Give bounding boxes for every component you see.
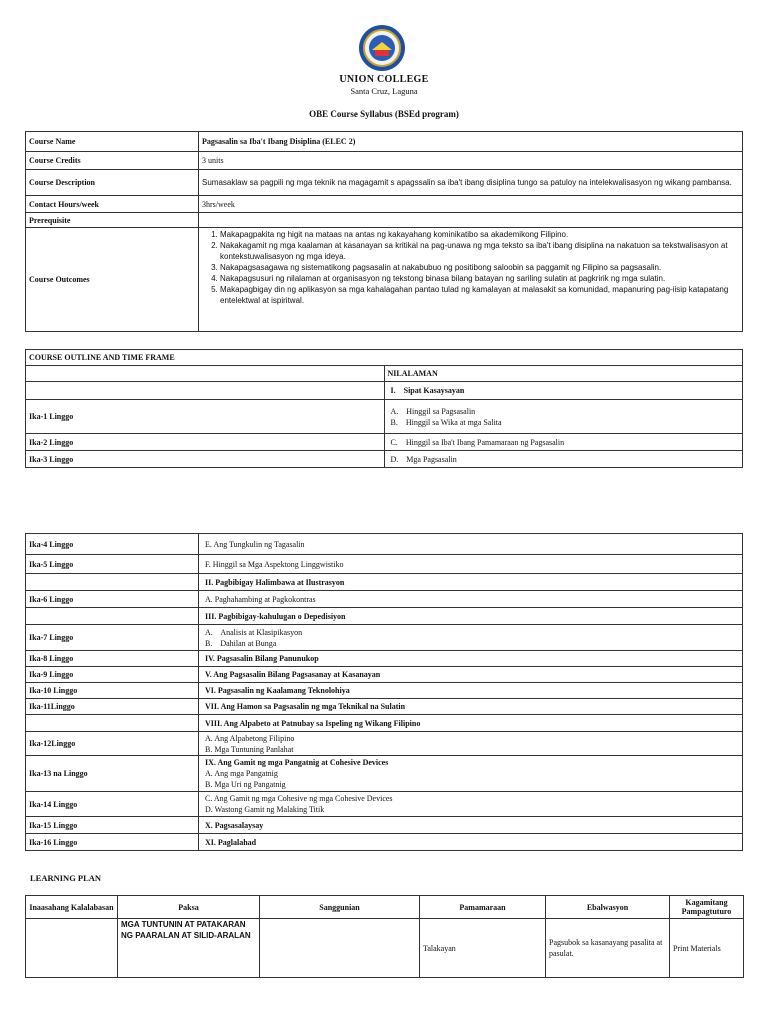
outline-week: Ika-1 Linggo — [26, 400, 385, 434]
outline-row — [26, 699, 743, 715]
outline-content — [199, 591, 743, 608]
outline-row — [26, 817, 743, 834]
outline-content — [199, 732, 743, 756]
learning-plan-header-row — [26, 896, 744, 919]
lp-cell-pamamaraan: Talakayan — [420, 919, 546, 978]
learning-plan-row — [26, 919, 744, 978]
outline-topic: A. Hinggil sa Pagsasalin — [390, 406, 476, 416]
course-outcome-item: 4. Nakapagsusuri ng nilalaman at organisasyon ng tekstong binasa bilang batayan ng sariling sulatin at pagkririk ng mga sulatin. — [220, 273, 739, 284]
outline-week: Ika-15 Linggo — [26, 817, 199, 834]
outline-topic: E. Ang Tungkulin ng Tagasalin — [205, 539, 305, 549]
course-credits-label: Course Credits — [26, 152, 199, 170]
course-name-value: Pagsasalin sa Iba't Ibang Disiplina (ELEC 2) — [199, 132, 743, 152]
outline-row — [26, 555, 743, 574]
outline-row — [26, 382, 743, 400]
outline-topic: D. Wastong Gamit ng Malaking Titik — [205, 805, 325, 814]
outline-content — [384, 400, 743, 434]
outline-week — [26, 715, 199, 732]
outline-topic: B. Dahilan at Bunga — [205, 638, 277, 648]
outline-topic: IX. Ang Gamit ng mga Pangatnig at Cohesive Devices — [205, 758, 389, 767]
course-outcome-item: 2. Nakakagamit ng mga kaalaman at kasanayan sa kritikal na pag-unawa ng mga teksto sa iba't ibang disiplina na nakatuon sa tekstwalisasyon at kontekstuwalisasyon ng mga ideya. — [220, 240, 739, 262]
contact-hours-label: Contact Hours/week — [26, 196, 199, 213]
outline-content — [199, 699, 743, 715]
outline-row — [26, 792, 743, 817]
outline-week: Ika-6 Linggo — [26, 591, 199, 608]
outline-topic: X. Pagsasalaysay — [205, 820, 264, 830]
outline-content — [199, 667, 743, 683]
outline-content — [384, 451, 743, 468]
outline-topic: V. Ang Pagsasalin Bilang Pagsasanay at Kasanayan — [205, 670, 381, 679]
course-description-row — [26, 170, 743, 196]
course-outcome-item: 1. Makapagpakita ng higit na mataas na antas ng kakayahang kominikatibo sa akademikong Filipino. — [220, 229, 739, 240]
course-outcomes-row — [26, 228, 743, 332]
outline-row — [26, 683, 743, 699]
course-outline-table — [25, 349, 743, 468]
outline-content — [199, 651, 743, 667]
outline-content — [199, 683, 743, 699]
outline-header-row — [26, 366, 743, 382]
outline-topic: VII. Ang Hamon sa Pagsasalin ng mga Teknikal na Sulatin — [205, 702, 406, 711]
course-outcomes-value — [199, 228, 743, 332]
contact-hours-row — [26, 196, 743, 213]
outline-topic: C. Hinggil sa Iba't Ibang Pamamaraan ng Pagsasalin — [390, 437, 565, 447]
header-paksa: Paksa — [118, 896, 260, 919]
institution-location: Santa Cruz, Laguna — [350, 86, 418, 96]
outline-row — [26, 534, 743, 555]
header-kagamitang-pampagtuturo: Kagamitang Pampagtuturo — [670, 896, 744, 919]
course-name-label: Course Name — [26, 132, 199, 152]
course-name-row — [26, 132, 743, 152]
header-sanggunian: Sanggunian — [260, 896, 420, 919]
outline-title-row — [26, 350, 743, 366]
prerequisite-row — [26, 213, 743, 228]
course-outline-continued-table — [25, 533, 743, 851]
outline-topic: III. Pagbibigay-kahulugan o Depedisiyon — [205, 611, 346, 621]
outline-week: Ika-9 Linggo — [26, 667, 199, 683]
outline-topic: B. Mga Tuntuning Panlahat — [205, 744, 294, 754]
outline-topic: D. Mga Pagsasalin — [390, 454, 457, 464]
outline-row — [26, 756, 743, 792]
outline-row — [26, 651, 743, 667]
outline-title: COURSE OUTLINE AND TIME FRAME — [26, 350, 743, 366]
outline-content — [384, 382, 743, 400]
header-inaasahang-kalalabasan: Inaasahang Kalalabasan — [26, 896, 118, 919]
outline-week: Ika-2 Linggo — [26, 434, 385, 451]
outline-week: Ika-14 Linggo — [26, 792, 199, 817]
outline-column-header: NILALAMAN — [384, 366, 743, 382]
outline-row — [26, 608, 743, 625]
course-credits-value: 3 units — [199, 152, 743, 170]
outline-topic: A. Paghahambing at Pagkokontras — [205, 594, 316, 604]
outline-week: Ika-8 Linggo — [26, 651, 199, 667]
prerequisite-label: Prerequisite — [26, 213, 199, 228]
outline-topic: B. Mga Uri ng Pangatnig — [205, 780, 286, 789]
outline-topic: XI. Paglalahad — [205, 837, 257, 847]
course-outcome-item: 5. Makapagbigay din ng aplikasyon sa mga kahalagahan pantao tulad ng kamalayan at malasakit sa komunidad, mapanuring pag-iisip katapatang entelektwal at ispiritwal. — [220, 284, 739, 306]
lp-cell-kagamitan: Print Materials — [670, 919, 744, 978]
outline-week: Ika-7 Linggo — [26, 625, 199, 651]
prerequisite-value — [199, 213, 743, 228]
outline-week: Ika-11Linggo — [26, 699, 199, 715]
outline-content — [199, 756, 743, 792]
course-outcomes-label: Course Outcomes — [26, 228, 199, 332]
college-seal-logo — [358, 24, 406, 72]
lp-cell-ebalwasyon: Pagsubok sa kasanayang pasalita at pasulat. — [546, 919, 670, 978]
outline-week — [26, 382, 385, 400]
outline-topic: C. Ang Gamit ng mga Cohesive ng mga Cohesive Devices — [205, 794, 393, 803]
document-title: OBE Course Syllabus (BSEd program) — [309, 109, 459, 119]
outline-row — [26, 715, 743, 732]
outline-week: Ika-13 na Linggo — [26, 756, 199, 792]
outline-topic: A. Analisis at Klasipikasyon — [205, 627, 303, 637]
learning-plan-title: LEARNING PLAN — [30, 873, 102, 883]
lp-cell-paksa: MGA TUNTUNIN AT PATAKARAN NG PAARALAN AT SILID-ARALAN — [118, 919, 260, 978]
outline-content — [199, 715, 743, 732]
outline-row — [26, 591, 743, 608]
outline-header-empty — [26, 366, 385, 382]
outline-content — [199, 625, 743, 651]
outline-week: Ika-10 Linggo — [26, 683, 199, 699]
outline-content — [199, 608, 743, 625]
outline-row — [26, 667, 743, 683]
outline-week: Ika-12Linggo — [26, 732, 199, 756]
outline-week — [26, 574, 199, 591]
outline-topic: B. Hinggil sa Wika at mga Salita — [390, 417, 502, 427]
outline-content — [384, 434, 743, 451]
outline-content — [199, 534, 743, 555]
outline-topic: I. Sipat Kasaysayan — [390, 386, 465, 395]
outline-topic: IV. Pagsasalin Bilang Panunukop — [205, 654, 319, 663]
outline-content — [199, 817, 743, 834]
course-description-label: Course Description — [26, 170, 199, 196]
outline-part1-body — [26, 382, 743, 468]
outline-topic: VIII. Ang Alpabeto at Patnubay sa Ispeling ng Wikang Filipino — [205, 718, 421, 728]
outline-row — [26, 434, 743, 451]
outline-part2-body — [26, 534, 743, 851]
learning-plan-table — [25, 895, 744, 978]
outline-week — [26, 608, 199, 625]
institution-name: UNION COLLEGE — [339, 74, 429, 85]
course-outcome-item: 3. Nakapagsasagawa ng sistematikong pagsasalin at nakabubuo ng positibong saloobin sa paggamit ng Filipino sa pagsasalin. — [220, 262, 739, 273]
course-info-table — [25, 131, 743, 332]
outline-week: Ika-4 Linggo — [26, 534, 199, 555]
outline-row — [26, 574, 743, 591]
outline-content — [199, 834, 743, 851]
outline-topic: F. Hinggil sa Mga Aspektong Linggwistiko — [205, 559, 344, 569]
outline-content — [199, 792, 743, 817]
course-outcomes-list — [202, 229, 739, 306]
outline-row — [26, 732, 743, 756]
outline-week: Ika-16 Linggo — [26, 834, 199, 851]
outline-topic: VI. Pagsasalin ng Kaalamang Teknolohiya — [205, 686, 350, 695]
outline-content — [199, 574, 743, 591]
contact-hours-value: 3hrs/week — [199, 196, 743, 213]
course-description-value: Sumasaklaw sa pagpili ng mga teknik na magagamit s apagssalin sa iba't ibang disiplina tungo sa patuloy na intelekwalisasyon ng wikang pambansa. — [199, 170, 743, 196]
outline-week: Ika-3 Linggo — [26, 451, 385, 468]
lp-cell-kalalabasan — [26, 919, 118, 978]
outline-topic: A. Ang Alpabetong Filipino — [205, 733, 295, 743]
header-pamamaraan: Pamamaraan — [420, 896, 546, 919]
outline-topic: A. Ang mga Pangatnig — [205, 769, 278, 778]
lp-cell-sanggunian — [260, 919, 420, 978]
outline-row — [26, 625, 743, 651]
outline-week: Ika-5 Linggo — [26, 555, 199, 574]
outline-row — [26, 451, 743, 468]
course-credits-row — [26, 152, 743, 170]
outline-content — [199, 555, 743, 574]
outline-topic: II. Pagbibigay Halimbawa at Ilustrasyon — [205, 577, 345, 587]
outline-row — [26, 834, 743, 851]
outline-row — [26, 400, 743, 434]
header-ebalwasyon: Ebalwasyon — [546, 896, 670, 919]
